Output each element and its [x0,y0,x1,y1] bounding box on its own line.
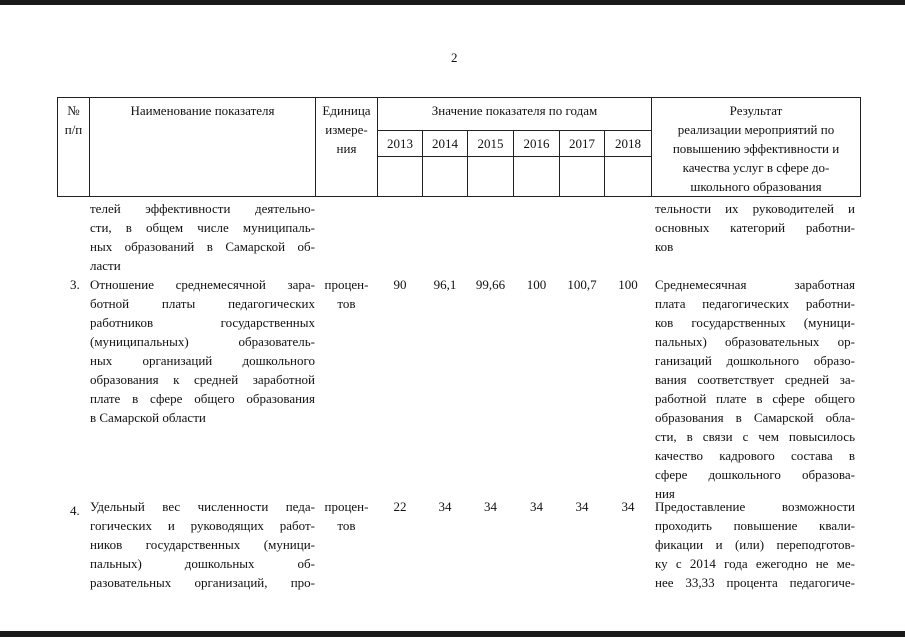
col-border [860,97,861,197]
row-value: 100,7 [567,277,597,292]
row-value: 99,66 [475,277,506,292]
row-result: Среднемесячная заработная плата педагогических работни- ков государственных (муници- пальных) образовательных ор- ганизаций дошкольного образо- вания соответствует средней за- работной плате в сфере общего образования в Самарской обла- сти, в связи с чем повысилось качество кадрового состава в сфере дошкольного образова- ния [655,277,855,501]
header-bottom-border [57,196,860,197]
header-result: Результат реализации мероприятий по повышению эффективности и качества услуг в сфере до- школьного образования [672,103,840,194]
header-year: 2018 [615,136,641,151]
continuation-result: тельности их руководителей и основных категорий работни- ков [655,201,855,254]
table-top-border [57,97,860,98]
row-unit: процен- тов [324,499,369,533]
row-unit: процен- тов [324,277,369,311]
row-value: 96,1 [433,277,457,292]
row-value: 100 [526,277,547,292]
header-year: 2014 [432,136,458,151]
top-border [0,0,905,5]
header-year: 2015 [477,136,504,151]
years-row-border [377,130,651,131]
header-num: № п/п [64,103,83,137]
header-year: 2013 [387,136,413,151]
row-value: 34 [484,499,497,514]
row-name: Отношение среднемесячной зара- ботной платы педагогических работников государственных (муниципальных) образователь- ных организаций дошкольного образования к средней заработной плате в сфере общего образования в Самарской области [90,277,315,425]
header-year: 2016 [523,136,550,151]
row-value: 34 [621,499,635,514]
row-value: 34 [438,499,452,514]
row-name: Удельный вес численности педа- гогических и руководящих работ- ников государственных (муници- пальных) дошкольных об- разовательных организаций, про- [90,499,315,590]
years-bottom-border [377,156,651,157]
header-unit: Единица измере- ния [322,103,371,156]
row-value: 100 [618,277,638,292]
row-number: 4. [70,503,80,518]
row-number: 3. [70,277,80,292]
continuation-name: телей эффективности деятельно- сти, в общем числе муниципаль- ных образований в Самарской об- ласти [90,201,315,273]
row-value: 90 [393,277,407,292]
bottom-border [0,631,905,637]
header-year: 2017 [569,136,595,151]
row-value: 22 [393,499,407,514]
row-value: 34 [575,499,589,514]
row-value: 34 [530,499,543,514]
header-name: Наименование показателя [130,103,275,118]
row-result: Предоставление возможности проходить повышение квали- фикации и (или) переподготов- ку с 2014 года ежегодно не ме- нее 33,33 процента педагогиче- [655,499,855,590]
page-number: 2 [451,50,458,65]
header-values-title: Значение показателя по годам [431,103,598,118]
